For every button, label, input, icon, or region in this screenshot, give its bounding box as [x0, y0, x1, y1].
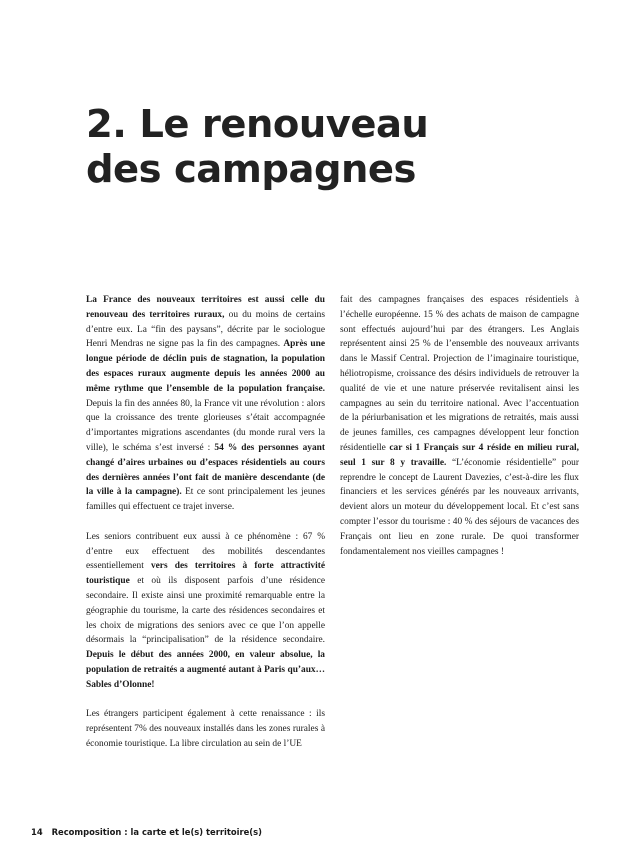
chapter-title-line-2: des campagnes: [86, 147, 416, 192]
body-text: “L’économie résidentielle” pour reprendre le concept de Laurent Davezies, c’est-à-dire les flux financiers et les services générés par les nouveaux arrivants, devient alors un moteur du développement local. Et c’est sans compter l’essor du tourisme : 40 % des séjours de vacances des Français ont lieu en zone rurale. De quoi transformer fondamentalement nos vieilles campagnes !: [340, 457, 579, 557]
emphasis-text: vers des territoires à forte attractivité touristique: [86, 561, 325, 587]
page-number: 14: [31, 827, 43, 837]
body-paragraph: [86, 707, 325, 751]
chapter-title-line-1: 2. Le renouveau: [86, 102, 429, 147]
body-text: Depuis la fin des années 80, la France vit une révolution : alors que la croissance des trente glorieuses s’était accompagnée d’importantes migrations ascendantes (du monde rural vers la ville), le schéma s’est inversé :: [86, 398, 325, 453]
emphasis-text: Depuis le début des années 2000, en valeur absolue, la population de retraités a augmenté autant à Paris qu’aux… Sables d’Olonne!: [86, 650, 325, 690]
body-text: Les seniors contribuent eux aussi à ce phénomène : 67 % d’entre eux effectuent des mobilités descendantes essentiellement: [86, 531, 325, 572]
body-paragraph: [340, 293, 579, 559]
body-column-left: [86, 293, 325, 752]
body-paragraph: [86, 530, 325, 693]
chapter-title: [86, 102, 428, 192]
body-text: Et ce sont principalement les jeunes familles qui effectuent ce trajet inverse.: [86, 487, 326, 513]
emphasis-text: La France des nouveaux territoires est aussi celle du renouveau des territoires ruraux,: [86, 295, 325, 320]
body-text: Les étrangers participent également à cette renaissance : ils représentent 7% des nouveaux installés dans les zones rurales à économie touristique. La libre circulation au sein de l’UE: [86, 709, 325, 749]
body-text: ou du moins de certains d’entre eux. La “fin des paysans”, décrite par le sociologue Henri Mendras ne signe pas la fin des campagnes.: [86, 309, 326, 350]
page-footer: [31, 827, 262, 837]
body-text: fait des campagnes françaises des espaces résidentiels à l’échelle européenne. 15 % des achats de maison de campagne sont effectués aujourd’hui par des étrangers. Les Anglais représentent ainsi 25 % de l’ensemble des nouveaux arrivants dans le Massif Central. Projection de l’imaginaire touristique, héliotropisme, croissance des désirs individuels de retrouver la qualité de vie et une nature préservée revitalisent ainsi les campagnes au sein du territoire national. Avec l’accentuation de la périurbanisation et les migrations de retraités, mais aussi de jeunes familles, ces campagnes développent leur fonction résidentielle: [340, 295, 579, 453]
body-column-right: [340, 293, 579, 559]
emphasis-text: 54 % des personnes ayant changé d’aires urbaines ou d’espaces résidentiels au cours des dernières années l’ont fait de manière descendante (de la ville à la campagne).: [86, 442, 325, 498]
body-text: et où ils disposent parfois d’une résidence secondaire. Il existe ainsi une proximité remarquable entre la géographie du tourisme, la carte des résidences secondaires et les choix de migrations des seniors avec ce que l’on appelle désormais la “principalisation” de la résidence secondaire.: [86, 576, 325, 646]
body-paragraph: [86, 293, 325, 515]
running-title: Recomposition : la carte et le(s) territoire(s): [51, 827, 262, 837]
emphasis-text: Après une longue période de déclin puis de stagnation, la population des espaces ruraux augmente depuis les années 2000 au même rythme que l’ensemble de la population française.: [86, 339, 326, 394]
emphasis-text: car si 1 Français sur 4 réside en milieu rural, seul 1 sur 8 y travaille.: [340, 442, 579, 468]
